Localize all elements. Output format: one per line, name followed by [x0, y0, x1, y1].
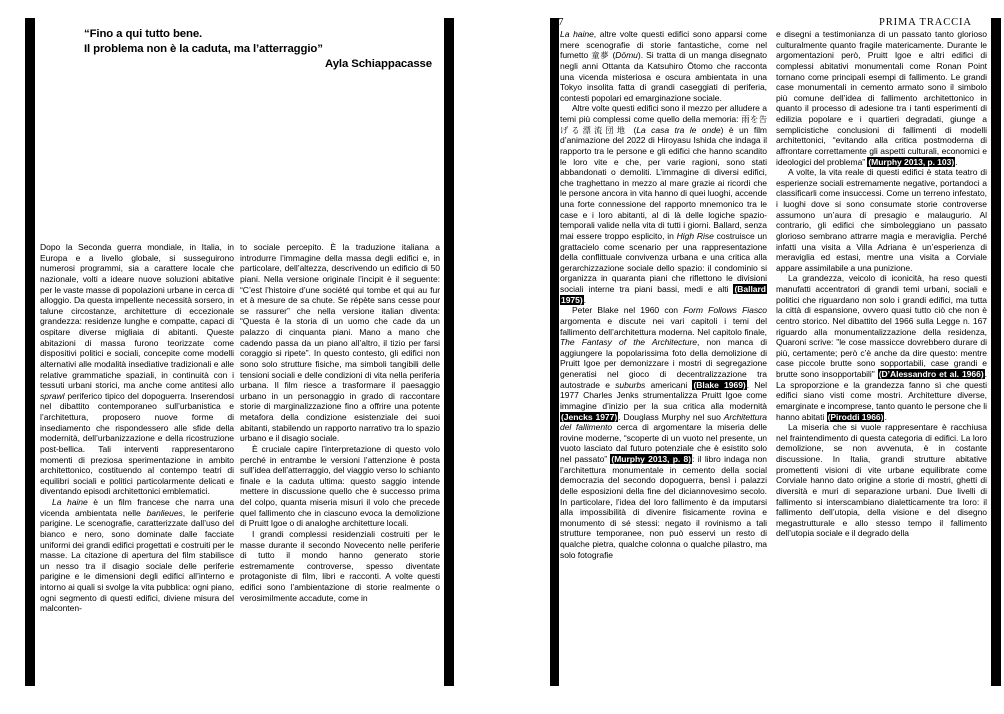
right-page-column-2 [776, 29, 987, 539]
citation-highlight: (Jencks 1977) [561, 411, 618, 422]
italic-title: Form Follows Fiasco [683, 305, 768, 316]
epigraph-line-1: “Fino a qui tutto bene. [84, 28, 203, 40]
text-run: . [583, 294, 587, 305]
italic-title: La haine [560, 29, 594, 39]
paragraph [560, 29, 767, 103]
paragraph [40, 497, 234, 614]
italic-title: Dōmu [615, 50, 638, 61]
italic-title: Architettura del fallimento [560, 411, 767, 433]
epigraph-line-2: Il problema non è la caduta, ma l’atterraggio” [84, 43, 323, 56]
left-page-column-1 [40, 242, 234, 614]
right-page-column-1 [560, 29, 767, 560]
text-run: Peter Blake nel 1960 con [572, 305, 684, 316]
text-run: cerca di argomentare la miseria delle rovine moderne, “scoperte di un vuoto nel presente, un vuoto lasciato dal futuro potenziale che è esistito solo nel passato” [560, 422, 767, 464]
paragraph [560, 103, 767, 305]
folio-number: 57 [553, 17, 564, 28]
citation-highlight: (Blake 1969) [693, 379, 746, 390]
citation-highlight: (D’Alessandro et al. 1966) [878, 369, 984, 379]
paragraph [560, 305, 767, 560]
citation-highlight: (Murphy 2013, p. 8) [611, 454, 692, 464]
text-run: . Nel 1977 Charles Jenks strumentalizza Pruitt Igoe come immagine d’inizio per la sua critica alla modernità [560, 379, 767, 411]
text-run: La grandezza, veicolo di iconicità, ha reso questi manufatti accentratori di grandi temi urbani, sociali e politici che riguardano non solo i grandi edifici, ma tutta la città di espansione, ovvero quasi tutto ciò che non è centro storico. Nel dibattito del 1966 sulla Legge n. 167 riguardo alla monumentalizzazione della residenza, Quaroni scrive: "le cose massicce dovrebbero durare di più, certamente; però c’è anche da dire questo: mentre case piccole brutte sono sopportabili, case grandi e brutte sono insopportabili" [776, 273, 987, 379]
text-run: to sociale percepito. È la traduzione italiana a introdurre l’immagine della massa degli edifici e, in particolare, dell’altezza, descrivendo un edificio di 50 piani. Nella versione originale l’incipit è il seguente: “C’est l’histoire d’une société qui tombe et qui au fur et à mesure de sa chute. Se répète sans cesse pour se rassurer” che nella versione italian diventa: “Questa è la storia di un uomo che cade da un palazzo di cinquanta piani. Mano a mano che cadendo passa da un piano all’altro, il tizio per farsi coraggio si ripete”. In questo contesto, gli edifici non sono solo strutture fisiche, ma simboli tangibili delle tensioni sociali e delle condizioni di vita nella periferia urbana. Il film riesce a trasformare il paesaggio urbano in un personaggio in grado di raccontare storie di marginalizzazione fino a offrire una potente metafora della condizione esistenziale dei suoi abitanti, stabilendo un rapporto narrativo tra lo spazio urbano e il disagio sociale. [240, 242, 440, 444]
italic-title: La casa tra le onde [636, 124, 721, 135]
italic-term: suburbs [615, 379, 646, 390]
epigraph-attribution: Ayla Schiappacasse [325, 58, 432, 71]
text-run: Altre volte questi edifici sono il mezzo per alludere a temi più complessi come quello della memoria: [560, 103, 767, 124]
italic-term: sprawl [40, 390, 65, 401]
text-run: A volte, la vita reale di questi edifici è stata teatro di esperienze sociali estremamente negative, portandoci a classificarli come insuccessi. Come un terreno infestato, i luoghi dove si sono consumate storie controverse assumono un’aura di presagio e malaugurio. Al contrario, gli edifici che simboleggiano un passato glorioso sembrano attrarre magia e meraviglia. Perché infatti una visita a Villa Adriana è un’esperienza di meraviglia ed estasi, mentre una visita a Corviale appare assimilabile a una punizione. [776, 167, 987, 273]
text-run: ) è un film d’animazione del 2022 di Hiroyasu Ishida che indaga il rapporto tra le persone e gli edifici che hanno scandito le loro vite e che, per varie ragioni, sono stati abbandonati o demoliti. L’immagine di diversi edifici, che traghettano in mezzo al mare grazie ai ricordi che le persone ancora in vita hanno di quei luoghi, accende una forte connessione del rapporto mnemonico tra le case e i loro abitanti, al di là delle logiche spazio-temporali valide nella vita di tutti i giorni. Ballard, senza mai essere troppo esplicito, in [560, 124, 768, 241]
text-run: costruisce un grattacielo come scenario per una rappresentazione della conflittuale convivenza urbana e una critica alla gerarchizzazione sociale dello spazio: il condominio si organizza in quaranta piani che riflettono le divisioni sociali interne tra piani bassi, medi e alti [560, 230, 767, 294]
italic-title: The Fantasy of the Architecture [560, 337, 697, 348]
text-run: è un film francese che narra una vicenda ambientata nelle [40, 497, 234, 518]
paragraph [776, 273, 987, 422]
text-run: , altre volte questi edifici sono apparsi come mere scenografie di storie fantastiche, come nel fumetto [560, 29, 767, 61]
text-run: La miseria che si vuole rappresentare è racchiusa nel fraintendimento di questa categoria di edifici. La loro demolizione, se non avvenuta, è in costante discussione. In Italia, grandi strutture abitative promettenti visioni di vite urbane equilibrate come Corviale hanno dato origine a storie di mostri, ghetti di diversità e muri di separazione urbani. Due livelli di fallimento si interscambiano dialetticamente tra loro: il fallimento dell’utopia, della visione e del disegno megastrutturale e allo stesso tempo il fallimento dell’utopia sociale e il degrado della [776, 422, 987, 539]
left-page-column-2 [240, 242, 440, 603]
text-run: periferico tipico del dopoguerra. Inserendosi nel dibattito contemporaneo sull’urbanistica e l’architettura, proposero nuove forme di insediamento che rispondessero alle sfide della modernità, dell’urbanizzazione e della ricostruzione post-bellica. Tali interventi rappresentarono momenti di preziosa sperimentazione in ambito architettonico, costituendo al contempo teatri di equilibri sociali e politici particolarmente delicati e diventando episodi architettonici emblematici. [40, 390, 234, 497]
citation-highlight: (Piroddi 1966) [827, 411, 884, 422]
text-run: ( [628, 124, 637, 135]
text-run: , non manca di aggiungere la popolarissima foto della demolizione di Pruitt Igoe per demonizzare i mostri di segregazione generatisi nel gioco di decentralizzazione tra autostrade e [560, 337, 767, 390]
text-run: . [884, 411, 887, 422]
paragraph [776, 422, 987, 539]
text-run: ). Si tratta di un manga disegnato negli anni Ottanta da Katsuhiro Ōtomo che racconta una vicenda misteriosa e oscura ambientata in una Tokyo insolita fatta di grandi caseggiati di periferia, contesti popolari ed emarginazione sociale. [560, 50, 767, 103]
text-run: argomenta e discute nei vari capitoli i temi del fallimento dell’architettura moderna. Nel capitolo finale, [560, 315, 767, 337]
text-run: I grandi complessi residenziali costruiti per le masse durante il secondo Novecento nelle periferie di tutto il mondo hanno generato storie estremamente controverse, spesso diventate protagoniste di film, libri e racconti. A volte questi edifici sono l’ambientazione di storie realmente o verosimilmente accadute, come in [240, 528, 440, 603]
text-run: : il libro indaga non l’architettura monumentale in cemento della social democrazia del secondo dopoguerra, bensì i palazzi delle esposizioni della fine del diciannovesimo secolo. In particolare, l’idea del loro fallimento è da imputarsi alla impossibilità di divenire fisicamente rovina e monumento di sé stessi: negato il rovinismo a tali strutture temporanee, non può esservi un resto di qualche pietra, qualche colonna o qualche pilastro, ma solo fotografie [560, 454, 768, 560]
paragraph [776, 167, 987, 273]
italic-title: High Rise [676, 230, 714, 241]
epigraph [84, 27, 434, 73]
text-run: . La sproporzione e la grandezza fanno sì che questi edifici siano visti come mostri. Architetture diverse, emarginate e incomprese, tanto quanto le persone che li hanno abitati [776, 369, 987, 422]
text-run: Dopo la Seconda guerra mondiale, in Italia, in Europa e a livello globale, si susseguirono numerosi programmi, sia a carattere locale che nazionale, volti a ideare nuove soluzioni abitative per le vaste masse di popolazioni urbane in cerca di alloggio. Da questa impellente necessità sorsero, in talune circostanze, architetture di eccezionale grandezza: residenze lunghe e compatte, capaci di ospitare diverse migliaia di abitanti. Queste abitazioni di massa furono teorizzate come dispositivi politici e sociali, concepite come modelli alternativi alle modalità insediative tradizionali e alle relative grammatiche spaziali, in continuità con i tessuti urbani storici, ma anche come antitesi allo [40, 242, 234, 391]
text-run: , le periferie parigine. Le scenografie, caratterizzate dall’uso del bianco e nero, sono dominate dalle facciate uniformi dei grandi edifici progettati e costruiti per le masse. La citazione di apertura del film stabilisce un nesso tra il disagio sociale delle periferie parigine e le dimensioni degli edifici all’interno e intorno ai quali si svolge la vita pubblica: ogni piano, ogni segmento di questi edifici, diviene misura del malconten- [40, 507, 234, 614]
italic-term: banlieues [146, 507, 183, 518]
italic-title: La haine [52, 497, 88, 507]
text-run: . Douglass Murphy nel suo [618, 411, 724, 422]
paragraph [240, 529, 440, 603]
text-run: e disegni a testimonianza di un passato tanto glorioso culturalmente quanto fragile matericamente. Durante le argomentazioni però, Pruitt Igoe e altri edifici di complessi abitativi monumentali come Ronan Point tornano come principali esempi di fallimento. Le grandi case monumentali in cemento armato sono il simbolo più comune dell’idea di fallimento architettonico in quanto il processo di adesione tra i tanti esperimenti di edilizia popolare e i quartieri degradati, giunge a semplicistiche conclusioni di fallimenti di modelli architettonici, “evitando alla critica postmoderna di affrontare correttamente gli aspetti culturali, economici e ideologici del problema” [776, 29, 987, 167]
paragraph [776, 29, 987, 167]
text-run: . [955, 156, 958, 167]
paragraph [240, 242, 440, 444]
citation-highlight: (Murphy 2013, p. 103) [868, 156, 955, 167]
text-run: americani [645, 379, 693, 390]
left-page [0, 0, 500, 714]
text-run: ( [609, 50, 616, 61]
japanese-title-ame-wo-tsugeru: 雨を告げる漂流団地 [560, 114, 767, 135]
text-run: È cruciale capire l’interpretazione di questo volo perché in entrambe le versioni l’attenzione è posta sull’idea dell’atterraggio, del viaggio verso lo schianto finale e la caduta ultima: questo saggio intende mettere in discussione quello che è successo prima del colpo, quanta miseria misuri il volo che precede quel fallimento che in ciascuno evoca la demolizione di Pruitt Igoe o di analoghe architetture locali. [240, 443, 440, 529]
running-head: PRIMA TRACCIA [879, 17, 972, 28]
citation-highlight: (Ballard 1975) [561, 284, 766, 305]
paragraph [40, 242, 234, 497]
paragraph [240, 444, 440, 529]
japanese-title-domu: 童夢 [591, 50, 610, 61]
